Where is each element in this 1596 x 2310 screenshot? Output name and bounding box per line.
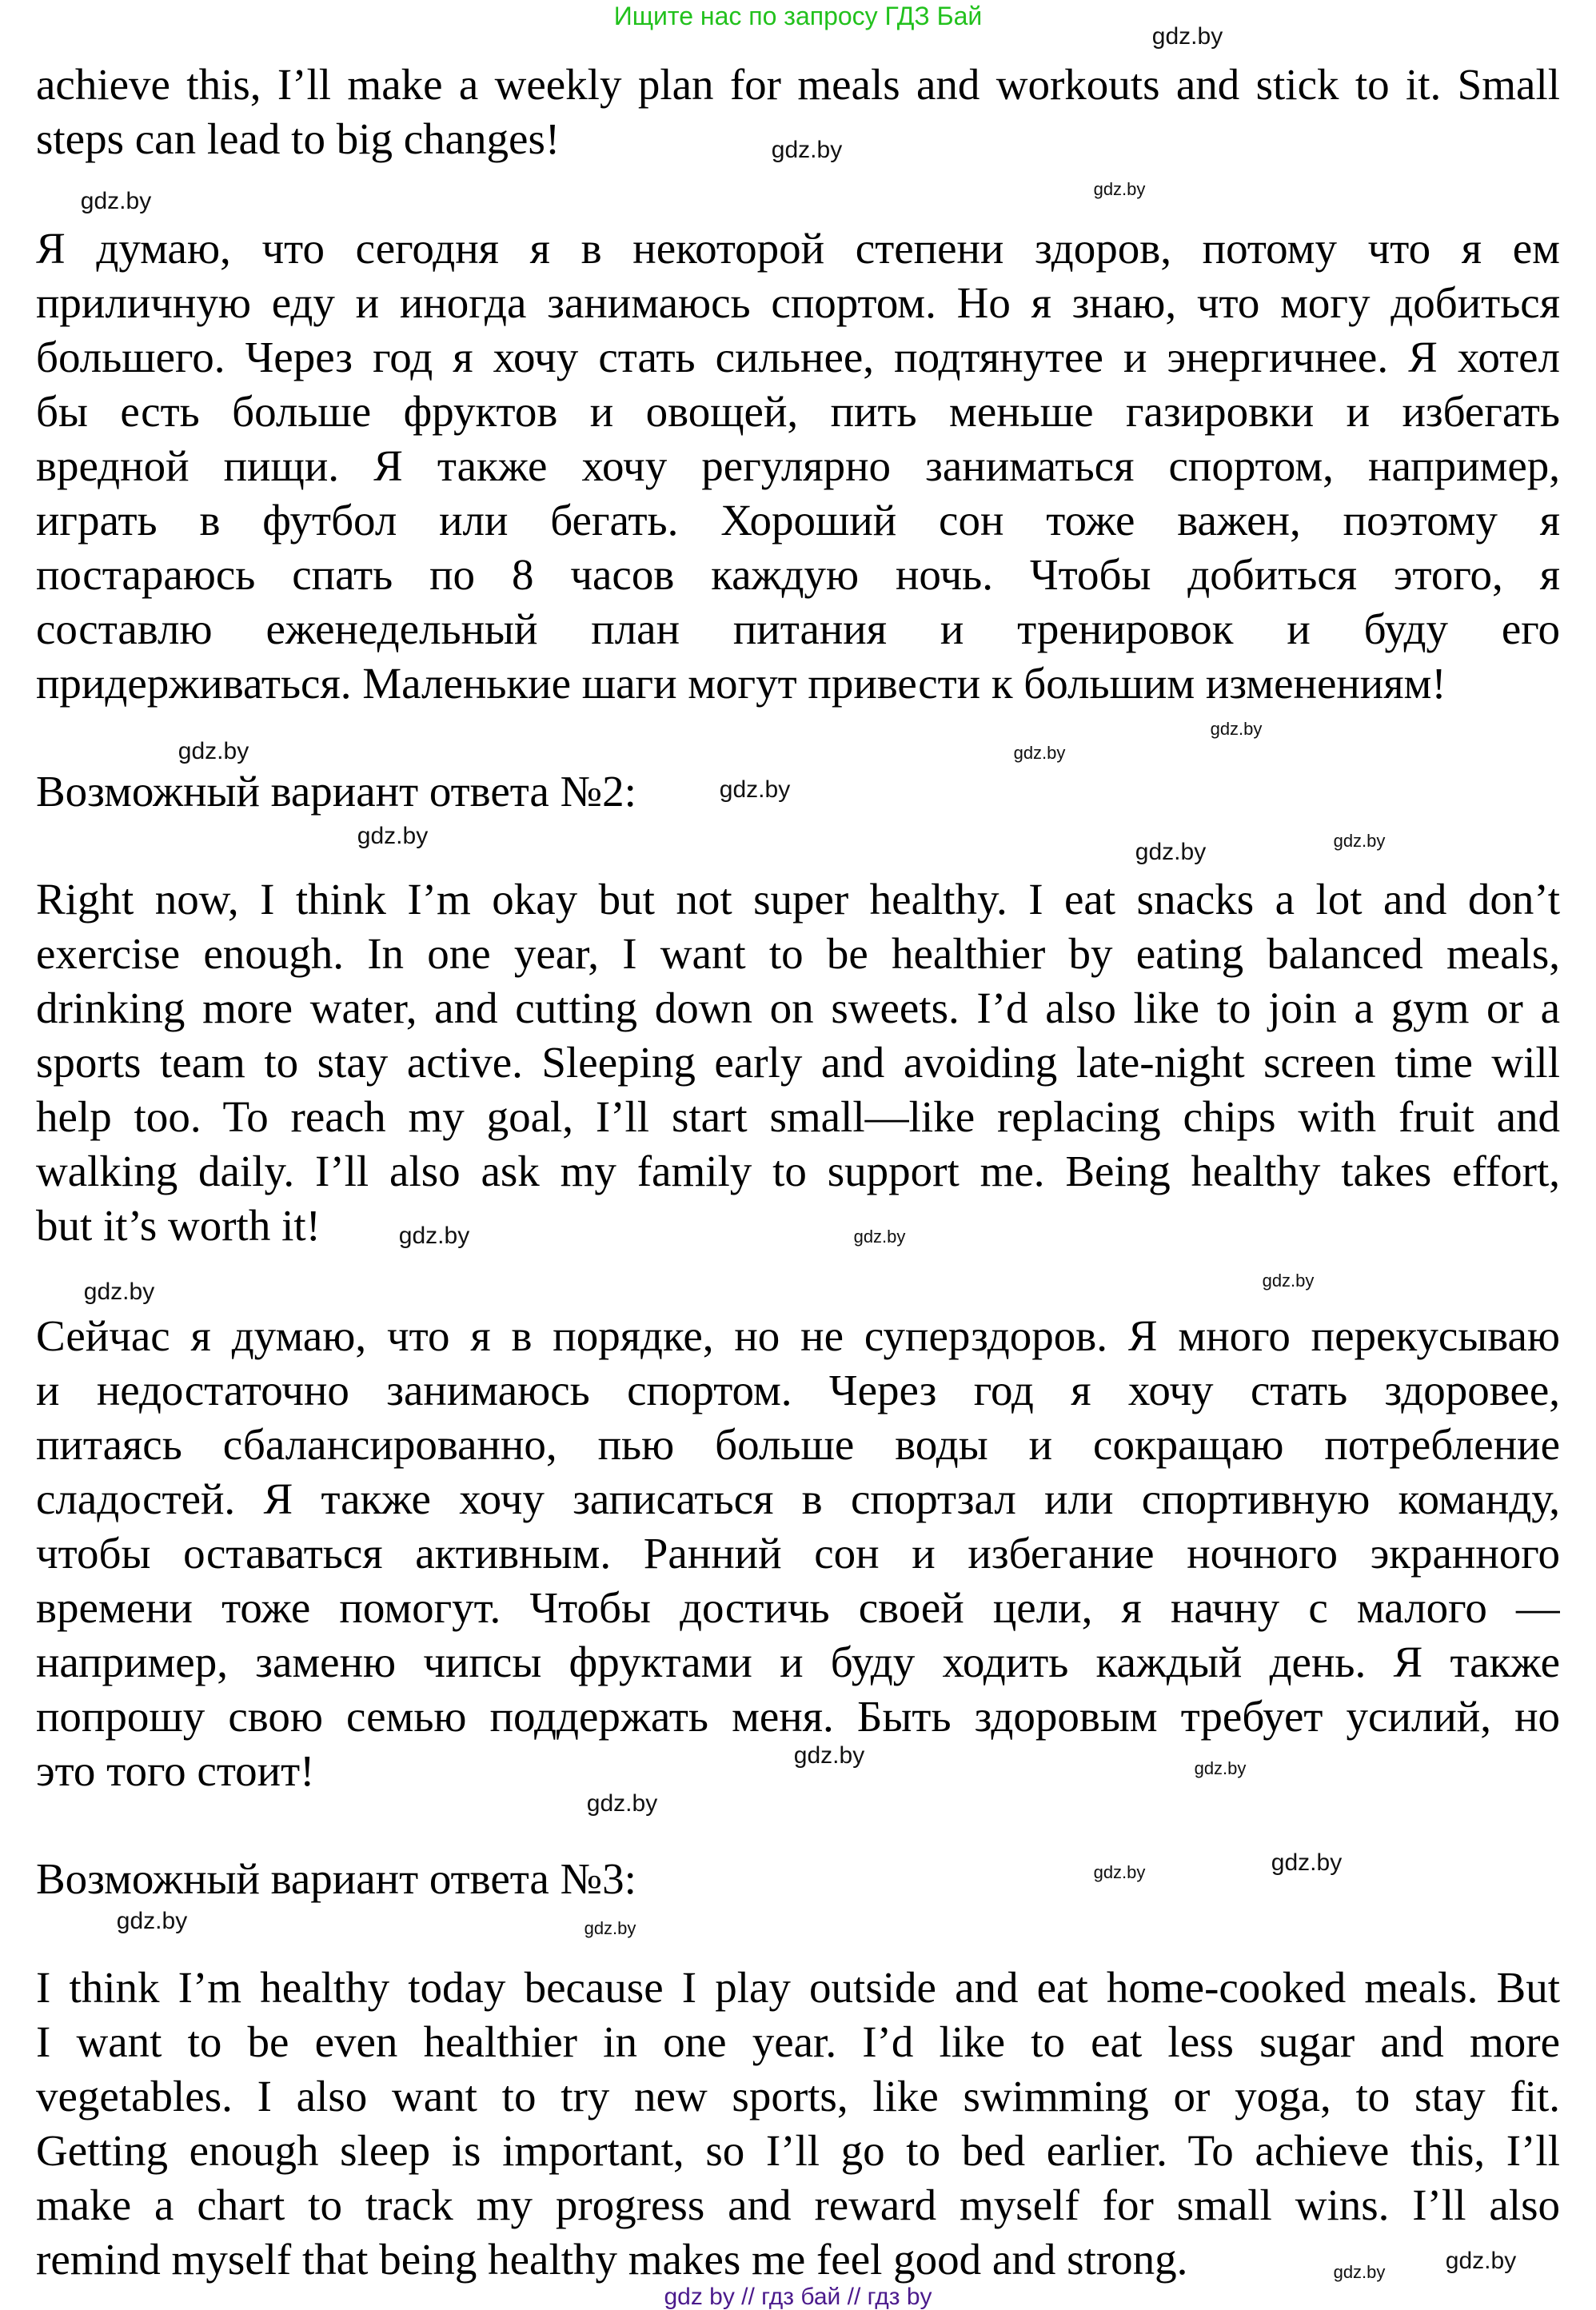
text-line: remind myself that being healthy makes me feel good and strong. xyxy=(36,2235,1188,2284)
watermark: gdz.by xyxy=(1194,1758,1247,1778)
watermark: gdz.by xyxy=(398,1223,470,1249)
watermark: gdz.by xyxy=(1135,839,1207,865)
text-line: приличную еду и иногда занимаюсь спортом. Но я знаю, что могу добиться xyxy=(36,278,1560,327)
watermark: gdz.by xyxy=(1093,1862,1146,1882)
text-line: Right now, I think I’m okay but not super healthy. I eat snacks a lot and don’t xyxy=(36,875,1560,924)
watermark: gdz.by xyxy=(1093,179,1146,199)
footer-links[interactable]: gdz by // гдз бай // гдз by xyxy=(664,2284,932,2310)
paragraph-russian-2 xyxy=(36,1309,1560,1798)
watermark: gdz.by xyxy=(80,188,152,214)
text-line: составлю еженедельный план питания и тренировок и буду его xyxy=(36,604,1560,653)
heading-variant-3: Возможный вариант ответа №3: xyxy=(36,1854,636,1903)
watermark: gdz.by xyxy=(357,823,429,849)
text-line: walking daily. I’ll also ask my family to support me. Being healthy takes effort, xyxy=(36,1147,1560,1195)
text-line: Я думаю, что сегодня я в некоторой степени здоров, потому что я ем xyxy=(36,224,1560,273)
text-line: I want to be even healthier in one year. I’d like to eat less sugar and more xyxy=(36,2017,1560,2066)
watermark: gdz.by xyxy=(83,1279,155,1305)
text-line: чтобы оставаться активным. Ранний сон и избегание ночного экранного xyxy=(36,1529,1560,1578)
text-line: придерживаться. Маленькие шаги могут привести к большим изменениям! xyxy=(36,659,1446,708)
text-line: Сейчас я думаю, что я в порядке, но не суперздоров. Я много перекусываю xyxy=(36,1311,1560,1360)
watermark: gdz.by xyxy=(1333,2262,1386,2282)
text-line: steps can lead to big changes! xyxy=(36,114,561,163)
text-line: питаясь сбалансированно, пью больше воды и сокращаю потребление xyxy=(36,1420,1560,1469)
text-line: например, заменю чипсы фруктами и буду ходить каждый день. Я также xyxy=(36,1638,1560,1686)
watermark: gdz.by xyxy=(178,738,249,764)
text-line: времени тоже помогут. Чтобы достичь своей цели, я начну с малого — xyxy=(36,1583,1560,1632)
paragraph-english-3 xyxy=(36,1961,1560,2287)
search-banner[interactable]: Ищите нас по запросу ГДЗ Бай xyxy=(613,2,983,30)
text-line: exercise enough. In one year, I want to be healthier by eating balanced meals, xyxy=(36,929,1560,978)
watermark: gdz.by xyxy=(584,1918,636,1938)
text-line: but it’s worth it! xyxy=(36,1201,321,1250)
text-line: I think I’m healthy today because I play outside and eat home-cooked meals. But xyxy=(36,1963,1560,2012)
watermark: gdz.by xyxy=(1210,719,1263,739)
text-line: drinking more water, and cutting down on sweets. I’d also like to join a gym or a xyxy=(36,983,1560,1032)
watermark: gdz.by xyxy=(1333,831,1386,851)
text-line: большего. Через год я хочу стать сильнее, подтянутее и энергичнее. Я хотел xyxy=(36,333,1560,381)
text-line: vegetables. I also want to try new sports, like swimming or yoga, to stay fit. xyxy=(36,2072,1560,2120)
watermark: gdz.by xyxy=(771,137,843,163)
text-line: achieve this, I’ll make a weekly plan for meals and workouts and stick to it. Small xyxy=(36,60,1560,109)
text-line: играть в футбол или бегать. Хороший сон тоже важен, поэтому я xyxy=(36,496,1560,545)
watermark: gdz.by xyxy=(1013,743,1066,763)
text-line: make a chart to track my progress and reward myself for small wins. I’ll also xyxy=(36,2180,1560,2229)
text-line: вредной пищи. Я также хочу регулярно заниматься спортом, например, xyxy=(36,441,1560,490)
paragraph-russian-1 xyxy=(36,221,1560,711)
watermark: gdz.by xyxy=(1445,2248,1517,2274)
text-line: сладостей. Я также хочу записаться в спортзал или спортивную команду, xyxy=(36,1474,1560,1523)
text-line: бы есть больше фруктов и овощей, пить меньше газировки и избегать xyxy=(36,387,1560,436)
watermark: gdz.by xyxy=(1271,1849,1343,1876)
watermark: gdz.by xyxy=(719,776,791,803)
watermark: gdz.by xyxy=(1262,1271,1315,1291)
text-line: sports team to stay active. Sleeping early and avoiding late-night screen time will xyxy=(36,1038,1560,1087)
heading-variant-2: Возможный вариант ответа №2: xyxy=(36,767,636,816)
watermark: gdz.by xyxy=(853,1227,906,1247)
text-line: и недостаточно занимаюсь спортом. Через год я хочу стать здоровее, xyxy=(36,1366,1560,1414)
watermark: gdz.by xyxy=(793,1742,865,1769)
text-line: help too. To reach my goal, I’ll start small—like replacing chips with fruit and xyxy=(36,1092,1560,1141)
watermark: gdz.by xyxy=(1151,23,1223,50)
text-line: это того стоит! xyxy=(36,1746,315,1795)
watermark: gdz.by xyxy=(116,1908,188,1934)
paragraph-english-2 xyxy=(36,872,1560,1253)
text-line: постараюсь спать по 8 часов каждую ночь. Чтобы добиться этого, я xyxy=(36,550,1560,599)
text-line: Getting enough sleep is important, so I’ll go to bed earlier. To achieve this, I’ll xyxy=(36,2126,1560,2175)
watermark: gdz.by xyxy=(586,1790,658,1817)
text-line: попрошу свою семью поддержать меня. Быть здоровым требует усилий, но xyxy=(36,1692,1560,1741)
